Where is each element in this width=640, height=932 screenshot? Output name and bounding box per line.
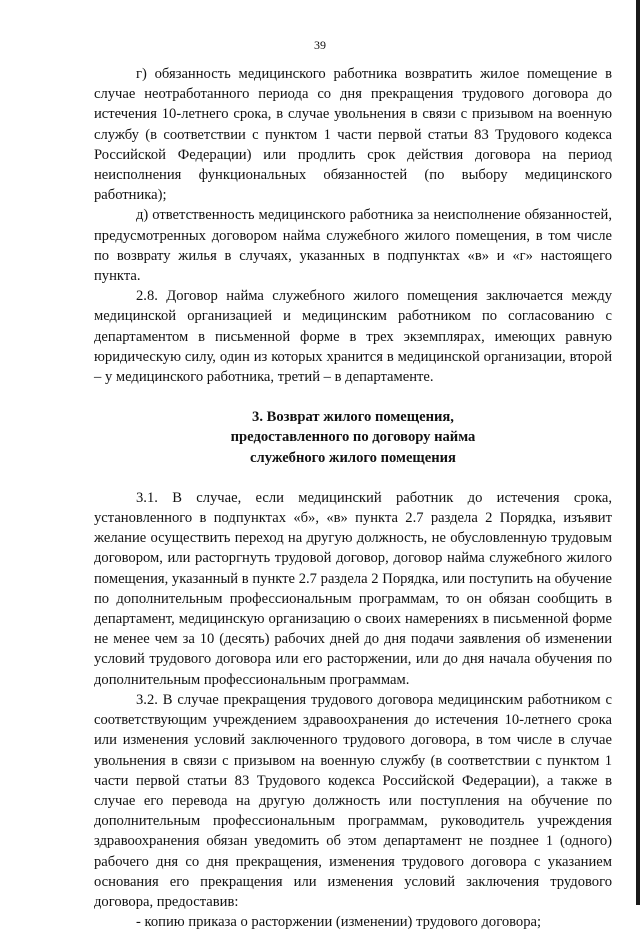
paragraph-d: д) ответственность медицинского работника за неисполнение обязанностей, предусмотренных договором найма служебного жилого помещения, в том числе по возврату жилья в случаях, указанных в подпунктах «в» и «г» настоящего пункта.	[94, 207, 612, 285]
section-3-heading-line-1: 3. Возврат жилого помещения,	[252, 409, 454, 426]
section-3-heading-line-3: служебного жилого помещения	[250, 449, 456, 466]
paragraph-g: г) обязанность медицинского работника возвратить жилое помещение в случае неотработанного периода со дня прекращения трудового договора до истечения 10-летнего срока, в случае увольнения в связи с призывом на военную службу (в соответствии с пунктом 1 части первой статьи 83 Трудового кодекса Российской Федерации) или продлить срок действия договора на период неисполнения функциональных обязанностей (по выбору медицинского работника);	[94, 66, 612, 204]
paragraph-3-1: 3.1. В случае, если медицинский работник до истечения срока, установленного в подпунктах «б», «в» пункта 2.7 раздела 2 Порядка, изъявит желание осуществить переход на другую должность, не обусловленную трудовым договором, или расторгнуть трудовой договор, договор найма служебного жилого помещения, указанный в пункте 2.7 раздела 2 Порядка, или поступить на обучение по дополнительным профессиональным программам, то он обязан сообщить в департамент, медицинскую организацию о своих намерениях в письменной форме не менее чем за 10 (десять) рабочих дней до дня подачи заявления об изменении условий трудового договора или его расторжении, или до дня начала обучения по дополнительным профессиональным программам.	[94, 489, 612, 688]
document-body	[94, 64, 612, 932]
scan-page-edge	[636, 0, 640, 905]
section-3-heading-line-2: предоставленного по договору найма	[230, 429, 476, 446]
section-3-heading	[94, 407, 612, 468]
paragraph-2-8: 2.8. Договор найма служебного жилого помещения заключается между медицинской организацией и медицинским работником по согласованию с департаментом в письменной форме в трех экземплярах, имеющих равную юридическую силу, один из которых хранится в медицинской организации, второй – у медицинского работника, третий – в департаменте.	[94, 288, 612, 386]
paragraph-3-2: 3.2. В случае прекращения трудового договора медицинским работником с соответствующим учреждением здравоохранения до истечения 10-летнего срока или изменения условий заключенного трудового договора, в том числе в случае увольнения в связи с призывом на военную службу (в соответствии с пунктом 1 части первой статьи 83 Трудового кодекса Российской Федерации), а также в случае его перевода на другую должность или поступления на обучение по дополнительным профессиональным программам, руководитель учреждения здравоохранения обязан уведомить об этом департамент не позднее 1 (одного) рабочего дня со дня прекращения, изменения трудового договора с указанием основания его прекращения или изменения условий заключения трудового договора, предоставив:	[94, 691, 612, 910]
paragraph-order-copy: - копию приказа о расторжении (изменении) трудового договора;	[136, 914, 542, 931]
page-number: 39	[314, 38, 326, 52]
